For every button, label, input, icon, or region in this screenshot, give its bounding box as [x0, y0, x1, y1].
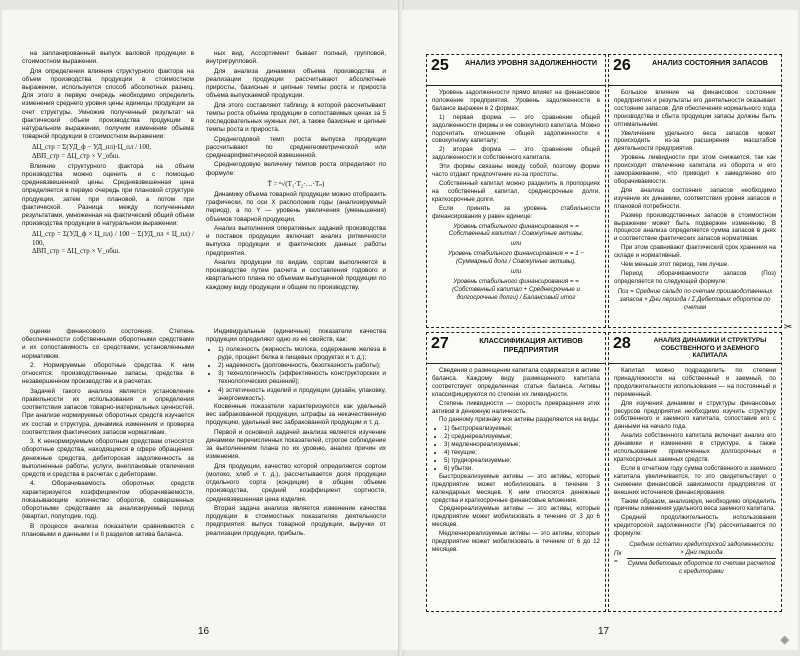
page-number-left: 16 [198, 626, 210, 637]
paragraph: В процессе анализа показатели сравниваются с плановыми и данными I и II разделов актива баланса. [22, 522, 194, 538]
paragraph: Степень ликвидности — скорость превращения этих активов в денежную наличность. [432, 399, 600, 415]
paragraph: Большое влияние на финансовое состояние предприятия и результаты его деятельности оказывает состояние запасов. Для обеспечения нормального хода производства и сбыта продукции запасы должны быть оптимальными. [614, 89, 776, 128]
paragraph: Для анализа состояния запасов необходимо изучение их динамики, соответствия уровня запасов и плановой потребности. [614, 186, 776, 210]
paragraph: 2) вторая форма — это сравнение общей задолженности и собственного капитала. [432, 146, 600, 162]
list-item: • 3) технологичность (эффективность конструкторских и технологических решений); [218, 370, 386, 386]
paragraph: Анализ выполнения оперативных заданий производства и поставок продукции включает анализ ритмичности выпуска продукции и фактических данных работы предприятия. [206, 225, 386, 257]
paragraph: Анализ продукции по видам, сортам выполняется в производстве путем расчета и составления годового и квартального плана по объемам выпущенной продукции по каждому виду продукции и общем по производству. [206, 259, 386, 291]
card-body [614, 89, 776, 323]
paragraph: Размер производственных запасов в стоимостном выражении может быть подвержен изменению. В процессе анализа определяется сумма запасов в днях и соответствие фактических запасов нормативам. [614, 211, 776, 243]
card-number: 26 [613, 57, 631, 74]
card-number: 25 [431, 57, 449, 74]
paragraph: Средний продолжительность использования кредиторской задолженности (Пк) рассчитывается по формуле: [614, 514, 776, 538]
formula-1: Уровень стабильного финансирования = = Собственный капитал / Совокупные активы, [448, 222, 584, 238]
left-col1-bottom [22, 328, 194, 628]
formula: Поз = Средние сальдо по счетам производственных запасов × Дни периода / Σ Дебетовых оборотов по счетам [617, 287, 773, 311]
paragraph: Для этого составляют таблицу, в которой рассчитывают темпы роста объема продукции в сопоставимых ценах за 5 последовательных нужных лет, а также базисные и цепные темпы роста и прироста. [206, 101, 386, 134]
left-col1-top [22, 50, 194, 308]
card-title: АНАЛИЗ СОСТОЯНИЯ ЗАПАСОВ [652, 58, 768, 67]
paragraph: Капитал можно подразделить по степени принадлежности на собственный и заемный, по продолжительности использования — на постоянный и переменный. [614, 367, 776, 398]
paragraph: Анализ собственного капитала включает анализ его динамики и изменения в структуре, а также использование привлеченных долгосрочных и краткосрочных заемных средств. [614, 432, 776, 463]
right-page [402, 10, 798, 650]
paragraph: Среднереализуемые активы — это активы, которые предприятие может мобилизовать в течение от 3 до 6 месяцев. [432, 505, 600, 529]
paragraph: Для изучения динамики и структуры финансовых ресурсов предприятия необходимо изучить структуру собственного и заемного капитала, сопоставив его с данными на начало года. [614, 399, 776, 431]
paragraph: Среднегодовую величину темпов роста определяют по формуле: [206, 161, 386, 177]
formula-denominator: Сумма дебетовых оборотов по счетам расчетов с кредиторами [627, 559, 776, 575]
growth-rate-formula: T̄ = ⁿ√(T₁·T₂·…·Tₙ) [267, 179, 325, 188]
card-26 [608, 54, 782, 328]
card-title: КЛАССИФИКАЦИЯ АКТИВОВ ПРЕДПРИЯТИЯ [479, 336, 583, 354]
paragraph: 2. Нормируемые оборотные средства. К ним относятся: производственные запасы, средства в незавершенном производстве и в расчетах. [22, 362, 194, 386]
list-item: • 1) быстрореализуемые; [444, 425, 600, 433]
formula-numerator: Средние остатки кредиторской задолженности × Дни периода [627, 541, 776, 559]
formula-block [614, 541, 776, 576]
paragraph: Уровень ликвидности при этом снижается, так как происходит отвлечение капитала из оборота и его замораживание, что приводит к замедлению его оборачиваемости. [614, 154, 776, 185]
card-body [432, 367, 600, 607]
paragraph: Динамику объема товарной продукции можно отобразить графически, по оси X расположив годы (анализируемый период), а по Y — уровень увеличения (уменьшения) объемов товарной продукции. [206, 191, 386, 223]
formula-line: ΔЦ_стр = Σ(УД_ф − УД_пл)·Ц_пл / 100, [32, 143, 152, 152]
page-number-right: 17 [598, 626, 610, 637]
formula-line: ΔВП_стр = ΔЦ_стр × V_обш. [32, 246, 120, 255]
formula-3: Уровень стабильного финансирования = = (Собственный капитал + Среднесрочные и долгосрочные долги) / Балансовый итог [452, 277, 580, 301]
list-item: • 2) надежность (долговечность, безотказность работы); [218, 362, 386, 370]
paragraph: ных вид. Ассортимент бывает полный, групповой, внутригрупповой. [206, 50, 386, 66]
scissors-icon: ✂ [784, 322, 793, 333]
paragraph: Сведения о размещении капитала содержатся в активе баланса. Каждому виду размещенного капитала соответствует определенная статья баланса. Активы классифицируются по степени их ликвидности. [432, 367, 600, 398]
paragraph: Быстрореализуемые активы — это активы, которые предприятие может мобилизовать в течение 3 календарных месяцев. К ним относятся денежные средства и краткосрочные финансовые вложения. [432, 472, 600, 504]
paragraph: Таким образом, анализируя, необходимо определить причины изменения удельного веса заемного капитала. [614, 497, 776, 513]
paragraph: Эти формы связаны между собой, поэтому форме часто отдают предпочтение из-за простоты. [432, 163, 600, 179]
card-25 [426, 54, 606, 328]
paragraph: По данному признаку все активы разделяются на виды: [439, 416, 600, 424]
paragraph: оценки финансового состояния. Степень обеспеченности собственными оборотными средствами и их сопоставимость со средствами, установленными нормативом. [22, 328, 194, 360]
card-27 [426, 332, 606, 612]
list-item: • 4) эстетичность изделий и продукции (дизайн, упаковку, энергоемкость). [218, 387, 386, 403]
list-item: • 4) текущие; [444, 449, 600, 457]
paragraph: Если принять за уровень стабильности финансирования у равен единице: [432, 204, 600, 220]
paragraph: Влияние структурного фактора на объем производства можно оценить и с помощью средневзвешенной цены. Средневзвешенная цена определяется в первую очередь при плановой структуре продукции, затем при плановой, а потом при фактической. Разница между полученными результатами, умноженная на фактический общий объем производства продукции в натуральном выражении: [22, 162, 194, 228]
paragraph: 1) первая форма — это сравнение общей задолженности фирмы и ее совокупного капитала. Можно подсчитать отношение общей задолженности к совокупному капиталу; [432, 113, 600, 145]
paragraph: Первой и основной задачей анализа является изучение динамики перечисленных показателей, строгое соблюдение за выполнением плана по их уровню, анализ причин их изменения. [206, 428, 386, 461]
paragraph: Среднегодовой темп роста выпуска продукции рассчитывают по среднегеометрической или среднеарифметической взвешенной. [206, 135, 386, 159]
paragraph: Чем меньше этот период, тем лучше. [621, 261, 729, 269]
card-title: АНАЛИЗ УРОВНЯ ЗАДОЛЖЕННОСТИ [464, 58, 598, 67]
card-header [427, 55, 605, 86]
paragraph: Если в отчетном году сумма собственного и заемного капитала увеличивается, то это свидетельствует о снижении финансовой зависимости предприятия от внешних источников финансирования. [614, 464, 776, 496]
card-number: 28 [613, 335, 631, 352]
card-body [432, 89, 600, 323]
paragraph: При этом сравнивают фактический срок хранения на складе и нормативный. [614, 244, 776, 260]
card-body [614, 367, 776, 607]
paragraph: Медленнореализуемые активы — это активы, которые предприятие может мобилизовать в течение от 6 до 12 месяцев. [432, 530, 600, 553]
paragraph: Индивидуальные (единичные) показатели качества продукции определяют одно из ее свойств, как: [206, 328, 386, 344]
left-col2-top [206, 50, 386, 308]
card-header [427, 333, 605, 364]
publisher-watermark: ◈ [780, 634, 790, 646]
list-item: • 2) среднереализуемые; [444, 433, 600, 441]
paragraph: Вторая задача анализа является изменение качества продукции в стоимостных показателях деятельности предприятия: выпуск товарной продукции, выручки от реализации продукции, прибыль. [206, 505, 386, 537]
paragraph: на запланированный выпуск валовой продукции в стоимостном выражении. [22, 50, 194, 66]
formula-line: ΔЦ_стр = Σ(УД_ф × Ц_пл) / 100 − Σ(УД_пл × Ц_пл) / 100, [32, 230, 194, 247]
card-number: 27 [431, 335, 449, 352]
left-page [2, 10, 400, 650]
paragraph: Для определения влияния структурного фактора на объем производства продукции в стоимостном выражении, используется способ абсолютных разниц. Для этого в первую очередь необходимо определить изменения среднего уровня цены единицы продукции за счет структуры. Умножив полученный результат на фактический объем производства продукции в натуральном выражении, получим изменение объема товарной продукции в стоимостном выражении: [22, 67, 194, 141]
card-title: АНАЛИЗ ДИНАМИКИ И СТРУКТУРЫ СОБСТВЕННОГО И ЗАЕМНОГО КАПИТАЛА [653, 337, 767, 360]
list-item: • 6) убытки. [444, 465, 600, 473]
left-col2-bottom [206, 328, 386, 628]
paragraph: 4. Оборачиваемость оборотных средств характеризуется коэффициентом оборачиваемости, показывающим количество оборотов, совершенных оборотными средствами за анализируемый период (квартал, полугодие, год). [22, 480, 194, 521]
list-item: • 3) медленнореализуемые; [444, 441, 600, 449]
paragraph: Увеличение удельного веса запасов может происходить из-за расширения масштабов деятельности предприятия. [614, 129, 776, 153]
card-header [609, 55, 781, 86]
list-item: • 5) труднореализуемые; [444, 457, 600, 465]
card-28 [608, 332, 782, 612]
paragraph: Собственный капитал можно разделить в пропорциях на собственный капитал, среднесрочные долги, краткосрочные долги. [432, 179, 600, 203]
formula-fraction [627, 541, 776, 576]
or-label: или [510, 268, 522, 276]
paragraph: Уровень задолженности прямо влияет на финансовое положение предприятия. Уровень задолженности в балансе выражен в 2 формах: [432, 89, 600, 112]
paragraph: Период оборачиваемости запасов (Поз) определяется по следующей формуле: [614, 269, 776, 285]
paragraph: Задачей такого анализа является установление правильности их использования и определения соответствия запасов товарно-материальных ценностей. При анализе нормируемых оборотных средств изучается их состав и структура, динамика изменения и проверка соответствия фактических запасов нормативам. [22, 387, 194, 436]
formula-2: Уровень стабильного финансирования = = 1 − (Суммарный долг / Совокупные активы), [447, 250, 585, 266]
paragraph: Косвенные показатели характеризуются как удельный вес забракованной продукции, штрафы за некачественную продукцию, удельный вес забракованной продукции и т. д. [206, 403, 386, 427]
or-label: или [510, 240, 522, 248]
paragraph: Для продукции, качество которой определяется сортом (молоко, хлеб и т. д.), рассчитывается доля продукции отдельного сорта (кондиции) в общем объеме производства, средний коэффициент сортности, средневзвешенная цена изделия. [206, 462, 386, 503]
paragraph: Для анализа динамики объема производства и реализации продукции рассчитывают абсолютные приросты, базисные и цепные темпы роста и прироста объема выпускаемой продукции. [206, 67, 386, 100]
paragraph: 3. К ненормируемым оборотным средствам относятся оборотные средства, находящиеся в сфере обращения: денежные средства, дебиторская задолженность за выполненные работы, услуги, внеплановые отвлечения средств и средства в расчетах с дебиторами. [22, 438, 194, 479]
formula-lhs: Пк = [614, 550, 622, 566]
card-header [609, 333, 781, 364]
list-item: • 1) полезность (жирность молока, содержание железа в руде, процент белка в пищевых продуктах и т. д.); [218, 346, 386, 362]
formula-line: ΔВП_стр = ΔЦ_стр × V_обш. [32, 151, 120, 160]
